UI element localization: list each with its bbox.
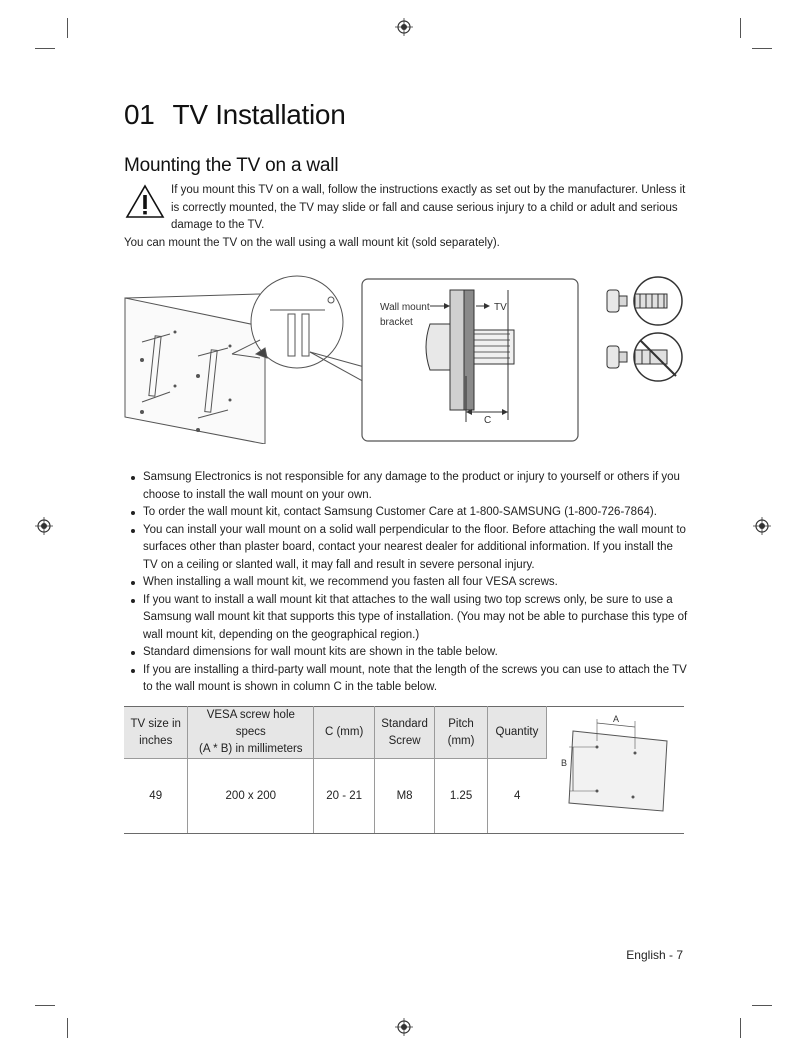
warning-triangle-icon	[125, 184, 165, 220]
crop-mark	[35, 1005, 55, 1006]
vesa-diagram-cell	[546, 707, 684, 834]
header-tv-size: TV size in inches	[124, 707, 188, 759]
cell-c: 20 - 21	[314, 759, 375, 834]
vesa-a-label: A	[612, 713, 619, 724]
screw-incorrect-icon	[607, 333, 682, 381]
list-item: If you are installing a third-party wall mount, note that the length of the screws you can use to attach the TV to the wall mount is shown in column C in the table below.	[128, 662, 688, 697]
cell-screw: M8	[375, 759, 435, 834]
list-item: You can install your wall mount on a solid wall perpendicular to the floor. Before attaching the wall mount to surfaces other than plaster board, contact your nearest dealer for additional information. If you install the TV on a ceiling or slanted wall, it may fall and result in severe personal injury.	[128, 522, 688, 575]
crop-mark	[740, 1018, 741, 1038]
registration-mark-icon	[35, 517, 53, 535]
header-c: C (mm)	[314, 707, 375, 759]
tv-back-illustration	[125, 294, 265, 444]
registration-mark-icon	[753, 517, 771, 535]
chapter-title: TV Installation	[172, 99, 346, 130]
screw-correct-icon	[607, 277, 682, 325]
cell-tv-size: 49	[124, 759, 188, 834]
page-footer: English - 7	[626, 948, 683, 962]
vesa-diagram	[547, 711, 684, 827]
bracket-label: bracket	[380, 317, 413, 328]
section-title: Mounting the TV on a wall	[124, 155, 339, 176]
crop-mark	[752, 1005, 772, 1006]
intro-text: You can mount the TV on the wall using a wall mount kit (sold separately).	[124, 237, 500, 249]
wall-mount-spec-table	[124, 706, 684, 834]
crop-mark	[67, 1018, 68, 1038]
cell-pitch: 1.25	[435, 759, 488, 834]
registration-mark-icon	[395, 18, 413, 36]
crop-mark	[35, 48, 55, 49]
chapter-number: 01	[124, 99, 155, 130]
header-quantity: Quantity	[487, 707, 546, 759]
cell-vesa: 200 x 200	[188, 759, 314, 834]
cell-quantity: 4	[487, 759, 546, 834]
crop-mark	[67, 18, 68, 38]
vesa-b-label: B	[560, 757, 567, 768]
list-item: When installing a wall mount kit, we recommend you fasten all four VESA screws.	[128, 574, 688, 592]
registration-mark-icon	[395, 1018, 413, 1036]
wall-mount-illustration	[120, 272, 690, 444]
wall-mount-label: Wall mount	[380, 302, 430, 313]
list-item: To order the wall mount kit, contact Samsung Customer Care at 1-800-SAMSUNG (1-800-726-7864).	[128, 504, 688, 522]
crop-mark	[752, 48, 772, 49]
header-pitch: Pitch (mm)	[435, 707, 488, 759]
warning-text: If you mount this TV on a wall, follow the instructions exactly as set out by the manufacturer. Unless it is correctly mounted, the TV may slide or fall and cause serious injury to a child or adult and serious damage to the TV.	[171, 184, 686, 231]
tv-label: TV	[494, 302, 507, 313]
header-vesa: VESA screw hole specs (A * B) in millimeters	[188, 707, 314, 759]
chapter-heading	[124, 99, 345, 131]
c-dimension-label: C	[484, 415, 492, 426]
crop-mark	[740, 18, 741, 38]
list-item: Standard dimensions for wall mount kits are shown in the table below.	[128, 644, 688, 662]
table-header-row	[124, 707, 684, 759]
list-item: If you want to install a wall mount kit that attaches to the wall using two top screws only, be sure to use a Samsung wall mount kit that supports this type of installation. (You may not be able to purchase this type of wall mount kit, depending on the geographical region.)	[128, 592, 688, 645]
header-screw: Standard Screw	[375, 707, 435, 759]
notes-list	[128, 469, 688, 697]
list-item: Samsung Electronics is not responsible for any damage to the product or injury to yourself or others if you choose to install the wall mount on your own.	[128, 469, 688, 504]
